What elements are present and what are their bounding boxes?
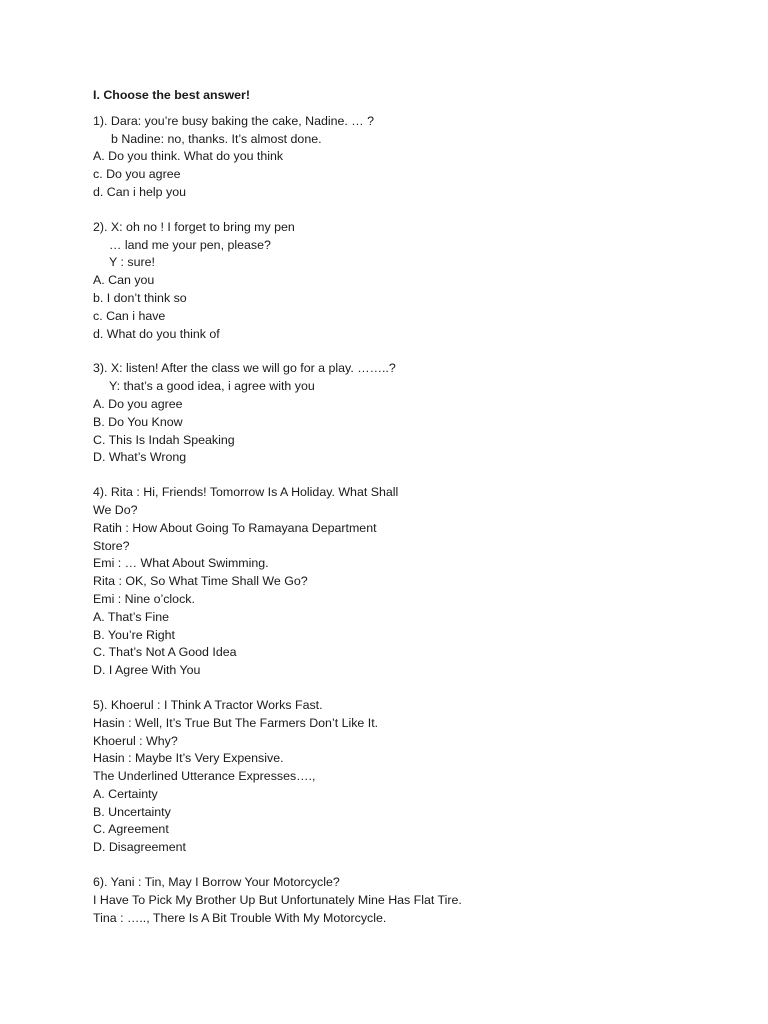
question-2-option-c: c. Can i have: [93, 308, 166, 323]
question-5: [93, 697, 733, 857]
question-3-option-c: C. This Is Indah Speaking: [93, 432, 235, 447]
question-5-line-2: Hasin : Well, It’s True But The Farmers Don’t Like It.: [93, 715, 379, 730]
document-content: [93, 87, 733, 927]
question-6-line-3: Tina : ….., There Is A Bit Trouble With My Motorcycle.: [93, 910, 387, 925]
question-3: [93, 360, 733, 467]
question-5-line-5: The Underlined Utterance Expresses….,: [93, 769, 316, 784]
question-5-option-a: A. Certainty: [93, 786, 158, 801]
question-2-option-d: d. What do you think of: [93, 326, 220, 341]
question-1-option-c: c. Do you agree: [93, 167, 181, 182]
question-4-option-b: B. You’re Right: [93, 627, 175, 642]
question-3-prompt: 3). X: listen! After the class we will go for a play. ……..?: [93, 361, 396, 376]
question-5-line-4: Hasin : Maybe It’s Very Expensive.: [93, 751, 284, 766]
question-5-prompt: 5). Khoerul : I Think A Tractor Works Fast.: [93, 697, 323, 712]
question-4-line-4: Store?: [93, 538, 130, 553]
question-6-prompt: 6). Yani : Tin, May I Borrow Your Motorcycle?: [93, 875, 340, 890]
question-5-option-b: B. Uncertainty: [93, 804, 171, 819]
question-3-option-d: D. What’s Wrong: [93, 450, 187, 465]
question-4-line-2: We Do?: [93, 502, 138, 517]
question-3-line-2: Y: that’s a good idea, i agree with you: [109, 379, 315, 394]
question-4-option-c: C. That’s Not A Good Idea: [93, 645, 237, 660]
question-4-line-5: Emi : … What About Swimming.: [93, 556, 269, 571]
question-1-option-d: d. Can i help you: [93, 184, 186, 199]
question-4-option-d: D. I Agree With You: [93, 663, 201, 678]
question-2-line-2: … land me your pen, please?: [109, 237, 271, 252]
question-4-line-6: Rita : OK, So What Time Shall We Go?: [93, 574, 308, 589]
question-1-prompt: 1). Dara: you’re busy baking the cake, Nadine. … ?: [93, 113, 375, 128]
question-6-line-2: I Have To Pick My Brother Up But Unfortunately Mine Has Flat Tire.: [93, 892, 462, 907]
question-4: [93, 484, 733, 680]
question-2-option-b: b. I don’t think so: [93, 290, 187, 305]
question-2-line-3: Y : sure!: [109, 255, 155, 270]
question-5-option-d: D. Disagreement: [93, 840, 186, 855]
question-5-option-c: C. Agreement: [93, 822, 169, 837]
question-1-option-a: A. Do you think. What do you think: [93, 149, 284, 164]
question-3-option-b: B. Do You Know: [93, 414, 183, 429]
question-2-option-a: A. Can you: [93, 273, 155, 288]
question-1: [93, 113, 733, 202]
question-3-option-a: A. Do you agree: [93, 396, 183, 411]
question-6: [93, 874, 733, 927]
question-1-response: b Nadine: no, thanks. It’s almost done.: [111, 131, 322, 146]
question-2: [93, 219, 733, 344]
question-4-line-3: Ratih : How About Going To Ramayana Department: [93, 520, 377, 535]
question-4-option-a: A. That’s Fine: [93, 609, 169, 624]
section-heading: I. Choose the best answer!: [93, 88, 250, 102]
question-4-line-7: Emi : Nine o’clock.: [93, 591, 195, 606]
question-5-line-3: Khoerul : Why?: [93, 733, 178, 748]
question-4-prompt: 4). Rita : Hi, Friends! Tomorrow Is A Holiday. What Shall: [93, 485, 399, 500]
question-2-prompt: 2). X: oh no ! I forget to bring my pen: [93, 219, 295, 234]
